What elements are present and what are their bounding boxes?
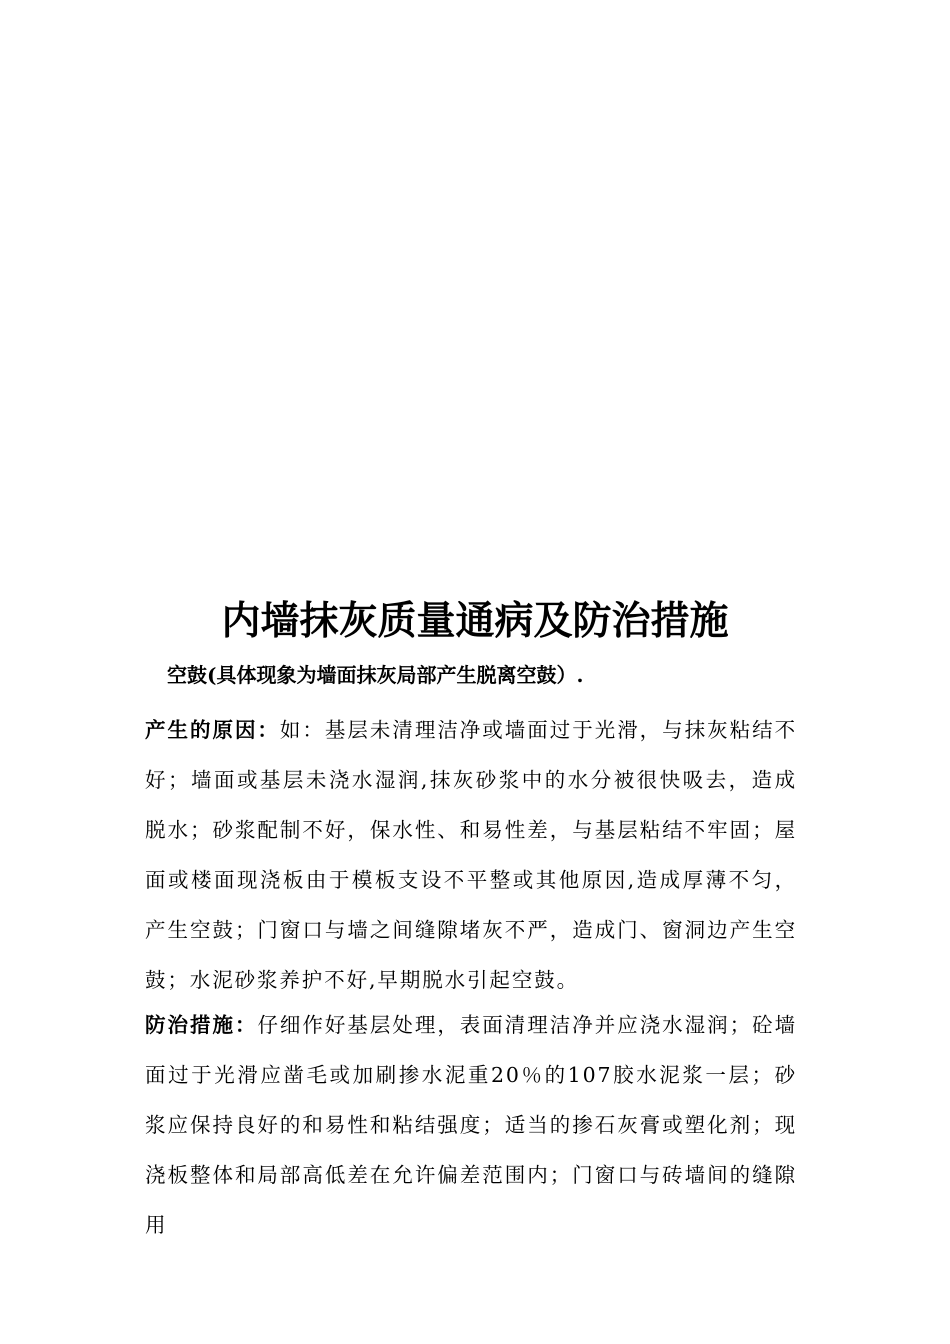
paragraph-body-causes: 如：基层未清理洁净或墙面过于光滑，与抹灰粘结不好；墙面或基层未浇水湿润,抹灰砂浆中的水分被很快吸去，造成脱水；砂浆配制不好，保水性、和易性差，与基层粘结不牢固；屋面或楼面现浇板由于模板支设不平整或其他原因,造成厚薄不匀，产生空鼓；门窗口与墙之间缝隙堵灰不严，造成门、窗洞边产生空鼓；水泥砂浆养护不好,早期脱水引起空鼓。 [145, 718, 797, 992]
paragraph-lead-causes: 产生的原因： [145, 718, 280, 742]
document-title: 内墙抹灰质量通病及防治措施 [221, 599, 729, 644]
paragraph-prevention [145, 1000, 797, 1250]
section-heading: 空鼓(具体现象为墙面抹灰局部产生脱离空鼓）. [167, 663, 584, 687]
paragraph-body-prevention: 仔细作好基层处理，表面清理洁净并应浇水湿润；砼墙面过于光滑应凿毛或加刷掺水泥重20％的107胶水泥浆一层；砂浆应保持良好的和易性和粘结强度；适当的掺石灰膏或塑化剂；现浇板整体和局部高低差在允许偏差范围内；门窗口与砖墙间的缝隙用 [145, 1013, 797, 1237]
paragraph-lead-prevention: 防治措施： [145, 1013, 258, 1037]
paragraph-causes [145, 705, 797, 1005]
